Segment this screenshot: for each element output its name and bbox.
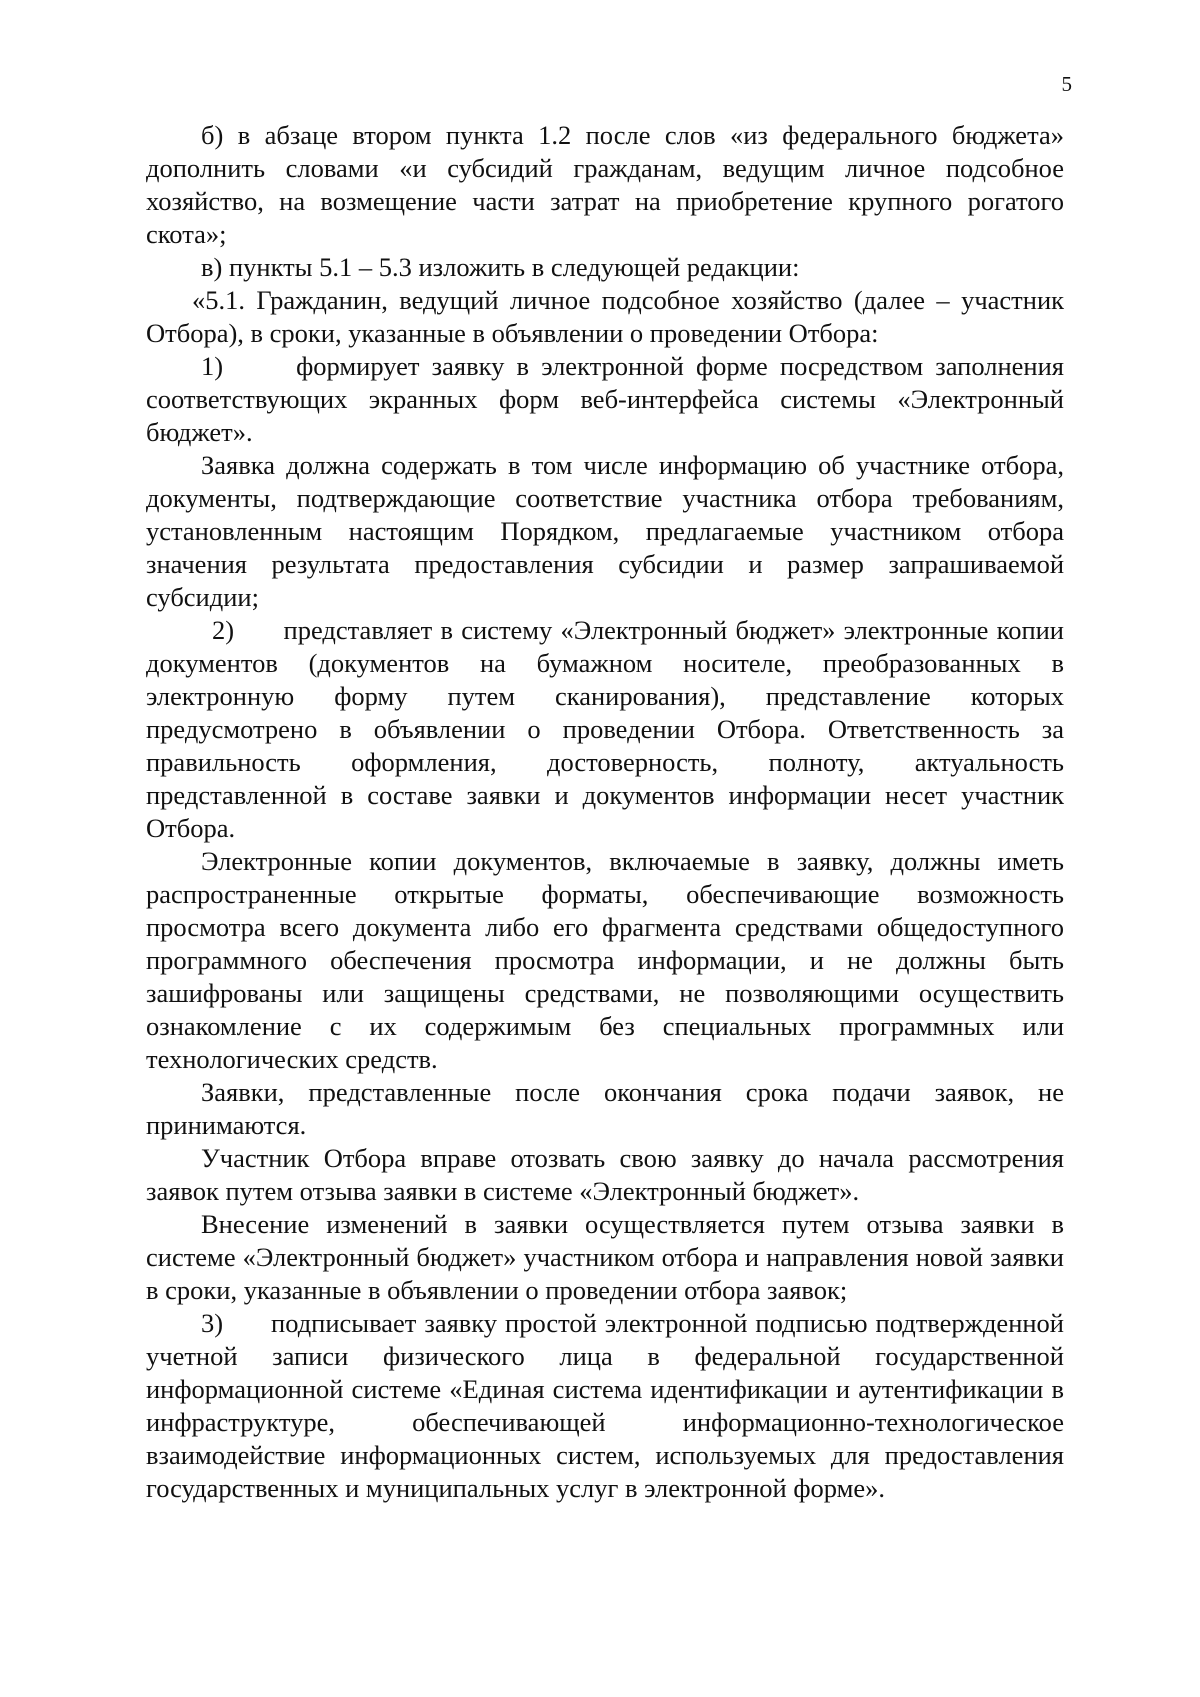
paragraph-withdraw-application: Участник Отбора вправе отозвать свою заявку до начала рассмотрения заявок путем отзыва заявки в системе «Электронный бюджет». xyxy=(146,1143,1071,1206)
paragraph-item-2: 2) представляет в систему «Электронный бюджет» электронные копии документов (документов на бумажном носителе, преобразованных в электронную форму путем сканирования), представление которых предусмотрено в объявлении о проведении Отбора. Ответственность за правильность оформления, достоверность, полноту, актуальность представленной в составе заявки и документов информации несет участник Отбора. xyxy=(146,615,1071,843)
paragraph-item-3: 3) подписывает заявку простой электронной подписью подтвержденной учетной записи физического лица в федеральной государственной информационной системе «Единая система идентификации и аутентификации в инфраструктуре, обеспечивающей информационно-технологическое взаимодействие информационных систем, используемых для предоставления государственных и муниципальных услуг в электронной форме». xyxy=(146,1308,1071,1503)
paragraph-electronic-copies: Электронные копии документов, включаемые в заявку, должны иметь распространенные открытые форматы, обеспечивающие возможность просмотра всего документа либо его фрагмента средствами общедоступного программного обеспечения просмотра информации, и не должны быть зашифрованы или защищены средствами, не позволяющими осуществить ознакомление с их содержимым без специальных программных или технологических средств. xyxy=(146,846,1071,1074)
paragraph-amendments: Внесение изменений в заявки осуществляется путем отзыва заявки в системе «Электронный бюджет» участником отбора и направления новой заявки в сроки, указанные в объявлении о проведении отбора заявок; xyxy=(146,1209,1071,1305)
page-number: 5 xyxy=(1061,72,1072,96)
paragraph-5-1: «5.1. Гражданин, ведущий личное подсобное хозяйство (далее – участник Отбора), в сроки, указанные в объявлении о проведении Отбора: xyxy=(146,285,1071,348)
paragraph-v-amendment: в) пункты 5.1 – 5.3 изложить в следующей редакции: xyxy=(201,252,800,282)
paragraph-b-amendment: б) в абзаце втором пункта 1.2 после слов «из федерального бюджета» дополнить словами «и субсидий гражданам, ведущим личное подсобное хозяйство, на возмещение части затрат на приобретение крупного рогатого скота»; xyxy=(146,120,1071,249)
paragraph-item-1: 1) формирует заявку в электронной форме посредством заполнения соответствующих экранных форм веб-интерфейса системы «Электронный бюджет». xyxy=(146,351,1071,447)
paragraph-late-applications: Заявки, представленные после окончания срока подачи заявок, не принимаются. xyxy=(146,1077,1071,1140)
paragraph-application-content: Заявка должна содержать в том числе информацию об участнике отбора, документы, подтверждающие соответствие участника отбора требованиям, установленным настоящим Порядком, предлагаемые участником отбора значения результата предоставления субсидии и размер запрашиваемой субсидии; xyxy=(146,450,1071,612)
document-body xyxy=(146,119,1071,1505)
